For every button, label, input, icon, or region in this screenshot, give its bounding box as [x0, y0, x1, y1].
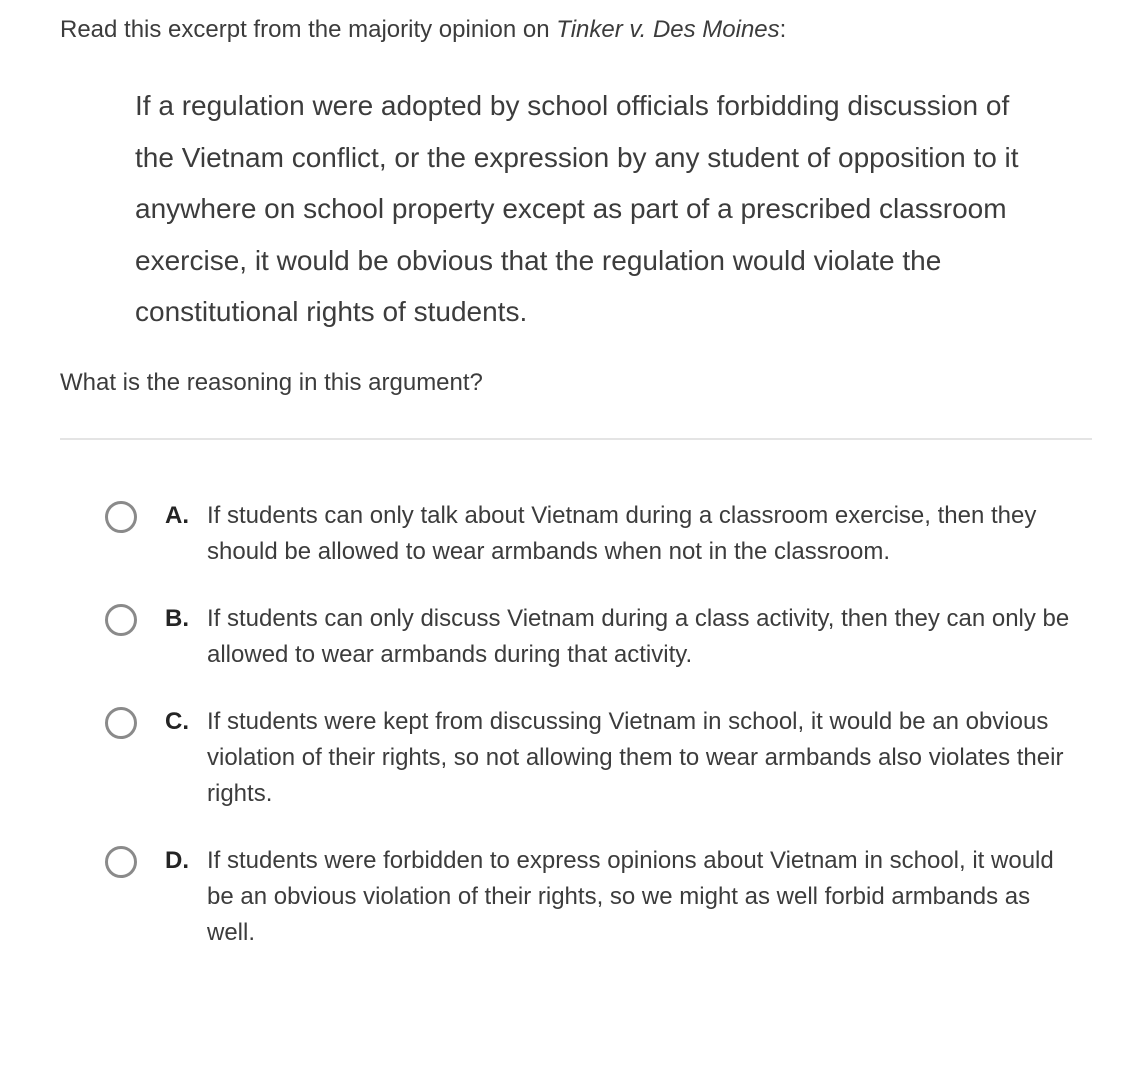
answer-option-b[interactable] — [0, 601, 1077, 673]
option-c-letter: C. — [165, 707, 189, 735]
option-a-letter: A. — [165, 501, 189, 529]
answer-option-d[interactable] — [0, 843, 1077, 951]
excerpt-quote: If a regulation were adopted by school officials forbidding discussion of the Vietnam conflict, or the expression by any student of opposition to it anywhere on school property except as part of a prescribed classroom exercise, it would be obvious that the regulation would violate the constitutional rights of students. — [135, 90, 1019, 327]
answer-options — [0, 498, 1077, 982]
answer-option-a[interactable] — [0, 498, 1077, 570]
question-text: What is the reasoning in this argument? — [60, 368, 483, 396]
answer-option-c[interactable] — [0, 704, 1077, 812]
option-c-text: If students were kept from discussing Vietnam in school, it would be an obvious violation of their rights, so not allowing them to wear armbands also violates their rights. — [207, 707, 1064, 807]
option-a-text: If students can only talk about Vietnam during a classroom exercise, then they should be allowed to wear armbands when not in the classroom. — [207, 501, 1037, 565]
section-divider — [60, 438, 1092, 440]
option-b-radio-icon[interactable] — [105, 604, 137, 636]
case-name: Tinker v. Des Moines — [556, 16, 780, 43]
intro-prefix: Read this excerpt from the majority opinion on — [60, 16, 557, 43]
option-b-text: If students can only discuss Vietnam during a class activity, then they can only be allowed to wear armbands during that activity. — [207, 604, 1070, 668]
option-d-radio-icon[interactable] — [105, 846, 137, 878]
option-a-radio-icon[interactable] — [105, 501, 137, 533]
option-c-radio-icon[interactable] — [105, 707, 137, 739]
intro-suffix: : — [779, 16, 787, 43]
option-d-letter: D. — [165, 846, 189, 874]
option-d-text: If students were forbidden to express opinions about Vietnam in school, it would be an obvious violation of their rights, so we might as well forbid armbands as well. — [207, 846, 1054, 946]
option-b-letter: B. — [165, 604, 189, 632]
question-intro — [60, 14, 786, 46]
